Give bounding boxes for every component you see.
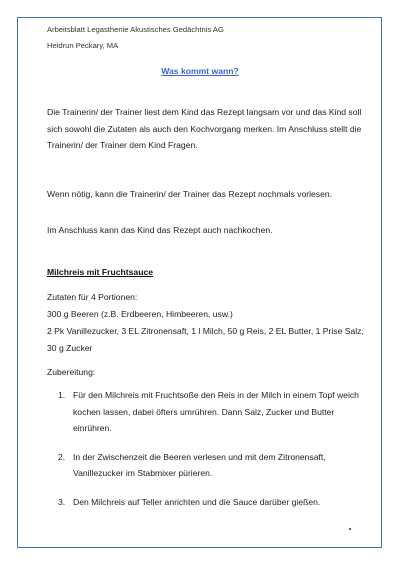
step-number: 3. <box>58 496 66 507</box>
intro-paragraph-2: Wenn nötig, kann die Trainerin/ der Trainer das Rezept nochmals vorlesen. <box>47 189 333 199</box>
step-text: Für den Milchreis mit Fruchtsoße den Reis in der Milch in einem Topf weich kochen lassen, dabei öfters umrühren. Dann Salz, Zucker und Butter einrühren. <box>73 390 359 434</box>
intro-paragraph-3: Im Anschluss kann das Kind das Rezept auch nachkochen. <box>47 225 273 235</box>
preparation-steps <box>47 387 367 523</box>
intro-paragraph-1: Die Trainerin/ der Trainer liest dem Kind das Rezept langsam vor und das Kind soll sich sowohl die Zutaten als auch den Kochvorgang merken. Im Anschluss stellt die Trainerin/ der Trainer dem Kind Fragen. <box>47 107 362 151</box>
ingredients-line-2: 2 Pk Vanillezucker, 3 EL Zitronensaft, 1 l Milch, 50 g Reis, 2 EL Butter, 1 Prise Salz, 30 g Zucker <box>47 326 364 353</box>
step-text: Den Milchreis auf Teller anrichten und die Sauce darüber gießen. <box>73 496 321 507</box>
step-text: In der Zwischenzeit die Beeren verlesen und mit dem Zitronensaft, Vanillezucker im Stabmixer pürieren. <box>73 451 326 479</box>
list-item <box>47 494 367 511</box>
header-line-1: Arbeitsblatt Legasthenie Akustisches Gedächtnis AG <box>47 25 224 34</box>
page-marker-dot <box>349 528 351 530</box>
recipe-title: Milchreis mit Fruchtsauce <box>47 267 154 277</box>
worksheet-title: Was kommt wann? <box>161 66 239 76</box>
list-item <box>47 449 367 482</box>
step-number: 2. <box>58 451 66 462</box>
step-number: 1. <box>58 390 66 400</box>
header-line-2: Heidrun Peckary, MA <box>47 41 119 50</box>
list-item <box>47 387 367 437</box>
ingredients-line-1: 300 g Beeren (z.B. Erdbeeren, Himbeeren, usw.) <box>47 309 233 319</box>
ingredients-heading: Zutaten für 4 Portionen: <box>47 292 138 302</box>
preparation-heading: Zubereitung: <box>47 367 96 377</box>
